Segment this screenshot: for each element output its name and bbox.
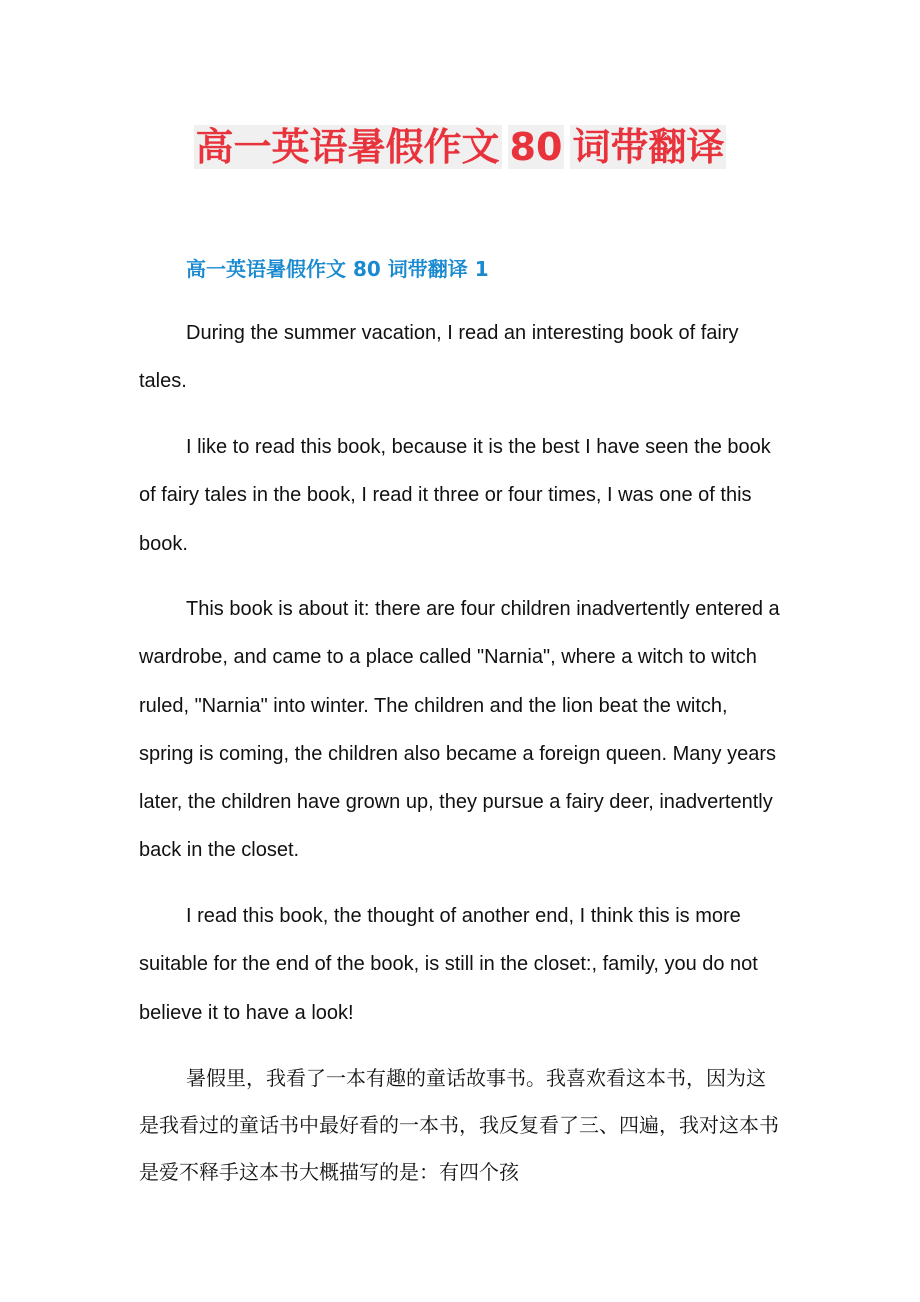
title-part-3: 词带翻译	[572, 125, 725, 169]
title-part-1: 高一英语暑假作文	[195, 125, 500, 169]
paragraph-5-chinese: 暑假里，我看了一本有趣的童话故事书。我喜欢看这本书，因为这是我看过的童话书中最好看的一本书，我反复看了三、四遍，我对这本书是爱不释手这本书大概描写的是：有四个孩	[139, 1066, 779, 1184]
title-part-2: 80	[509, 125, 563, 169]
section-heading: 高一英语暑假作文 80 词带翻译 1	[186, 257, 489, 281]
paragraph-1: During the summer vacation, I read an interesting book of fairy tales.	[139, 322, 739, 393]
paragraph-3: This book is about it: there are four children inadvertently entered a wardrobe, and came to a place called "Narnia", where a witch to witch ruled, "Narnia" into winter. The children and the lion beat the witch, spring is coming, the children also became a foreign queen. Many years later, the children have grown up, they pursue a fairy deer, inadvertently back in the closet.	[139, 598, 780, 862]
paragraph-4: I read this book, the thought of another end, I think this is more suitable for the end of the book, is still in the closet:, family, you do not believe it to have a look!	[139, 905, 758, 1024]
paragraph-2: I like to read this book, because it is the best I have seen the book of fairy tales in the book, I read it three or four times, I was one of this book.	[139, 436, 771, 555]
document-title	[0, 118, 920, 176]
